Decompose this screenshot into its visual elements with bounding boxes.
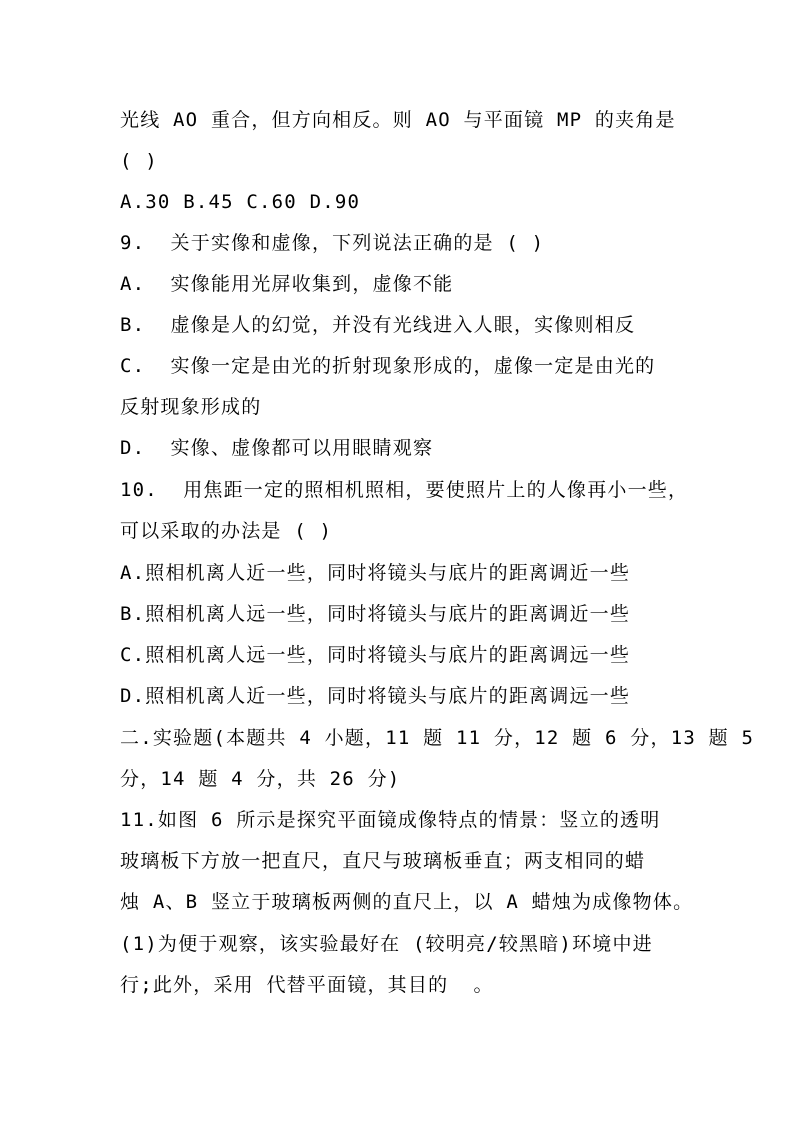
q9-option-d: D. 实像、虚像都可以用眼睛观察 — [120, 437, 434, 459]
q10-option-c: C.照相机离人远一些，同时将镜头与底片的距离调远一些 — [120, 644, 631, 666]
q11-stem-line-2: 玻璃板下方放一把直尺，直尺与玻璃板垂直；两支相同的蜡 — [120, 850, 646, 872]
section-2-heading-continued: 分，14 题 4 分，共 26 分) — [120, 768, 401, 790]
q10-option-a: A.照相机离人近一些，同时将镜头与底片的距离调近一些 — [120, 562, 631, 584]
q9-option-b: B. 虚像是人的幻觉，并没有光线进入人眼，实像则相反 — [120, 314, 636, 336]
text-line-bracket: ( ) — [120, 150, 158, 172]
q10-stem: 10. 用焦距一定的照相机照相，要使照片上的人像再小一些， — [120, 479, 689, 501]
section-2-heading: 二.实验题(本题共 4 小题，11 题 11 分，12 题 6 分，13 题 5 — [120, 727, 755, 749]
q11-stem: 11.如图 6 所示是探究平面镜成像特点的情景：竖立的透明 — [120, 809, 661, 831]
q9-option-c: C. 实像一定是由光的折射现象形成的，虚像一定是由光的 — [120, 355, 656, 377]
q11-part-1: (1)为便于观察，该实验最好在 (较明亮/较黑暗)环境中进 — [120, 933, 653, 955]
q9-option-a: A. 实像能用光屏收集到，虚像不能 — [120, 273, 454, 295]
q11-part-1-continued: 行;此外，采用 代替平面镜，其目的 。 — [120, 974, 494, 996]
text-line-continuation: 光线 AO 重合，但方向相反。则 AO 与平面镜 MP 的夹角是 — [120, 109, 676, 131]
q11-stem-line-3: 烛 A、B 竖立于玻璃板两侧的直尺上，以 A 蜡烛为成像物体。 — [120, 891, 694, 913]
q10-option-b: B.照相机离人远一些，同时将镜头与底片的距离调近一些 — [120, 603, 631, 625]
q10-stem-continued: 可以采取的办法是 ( ) — [120, 520, 333, 542]
q9-option-c-continued: 反射现象形成的 — [120, 396, 262, 418]
q8-options: A.30 B.45 C.60 D.90 — [120, 191, 361, 213]
q10-option-d: D.照相机离人近一些，同时将镜头与底片的距离调远一些 — [120, 685, 631, 707]
q9-stem: 9. 关于实像和虚像，下列说法正确的是 ( ) — [120, 232, 545, 254]
